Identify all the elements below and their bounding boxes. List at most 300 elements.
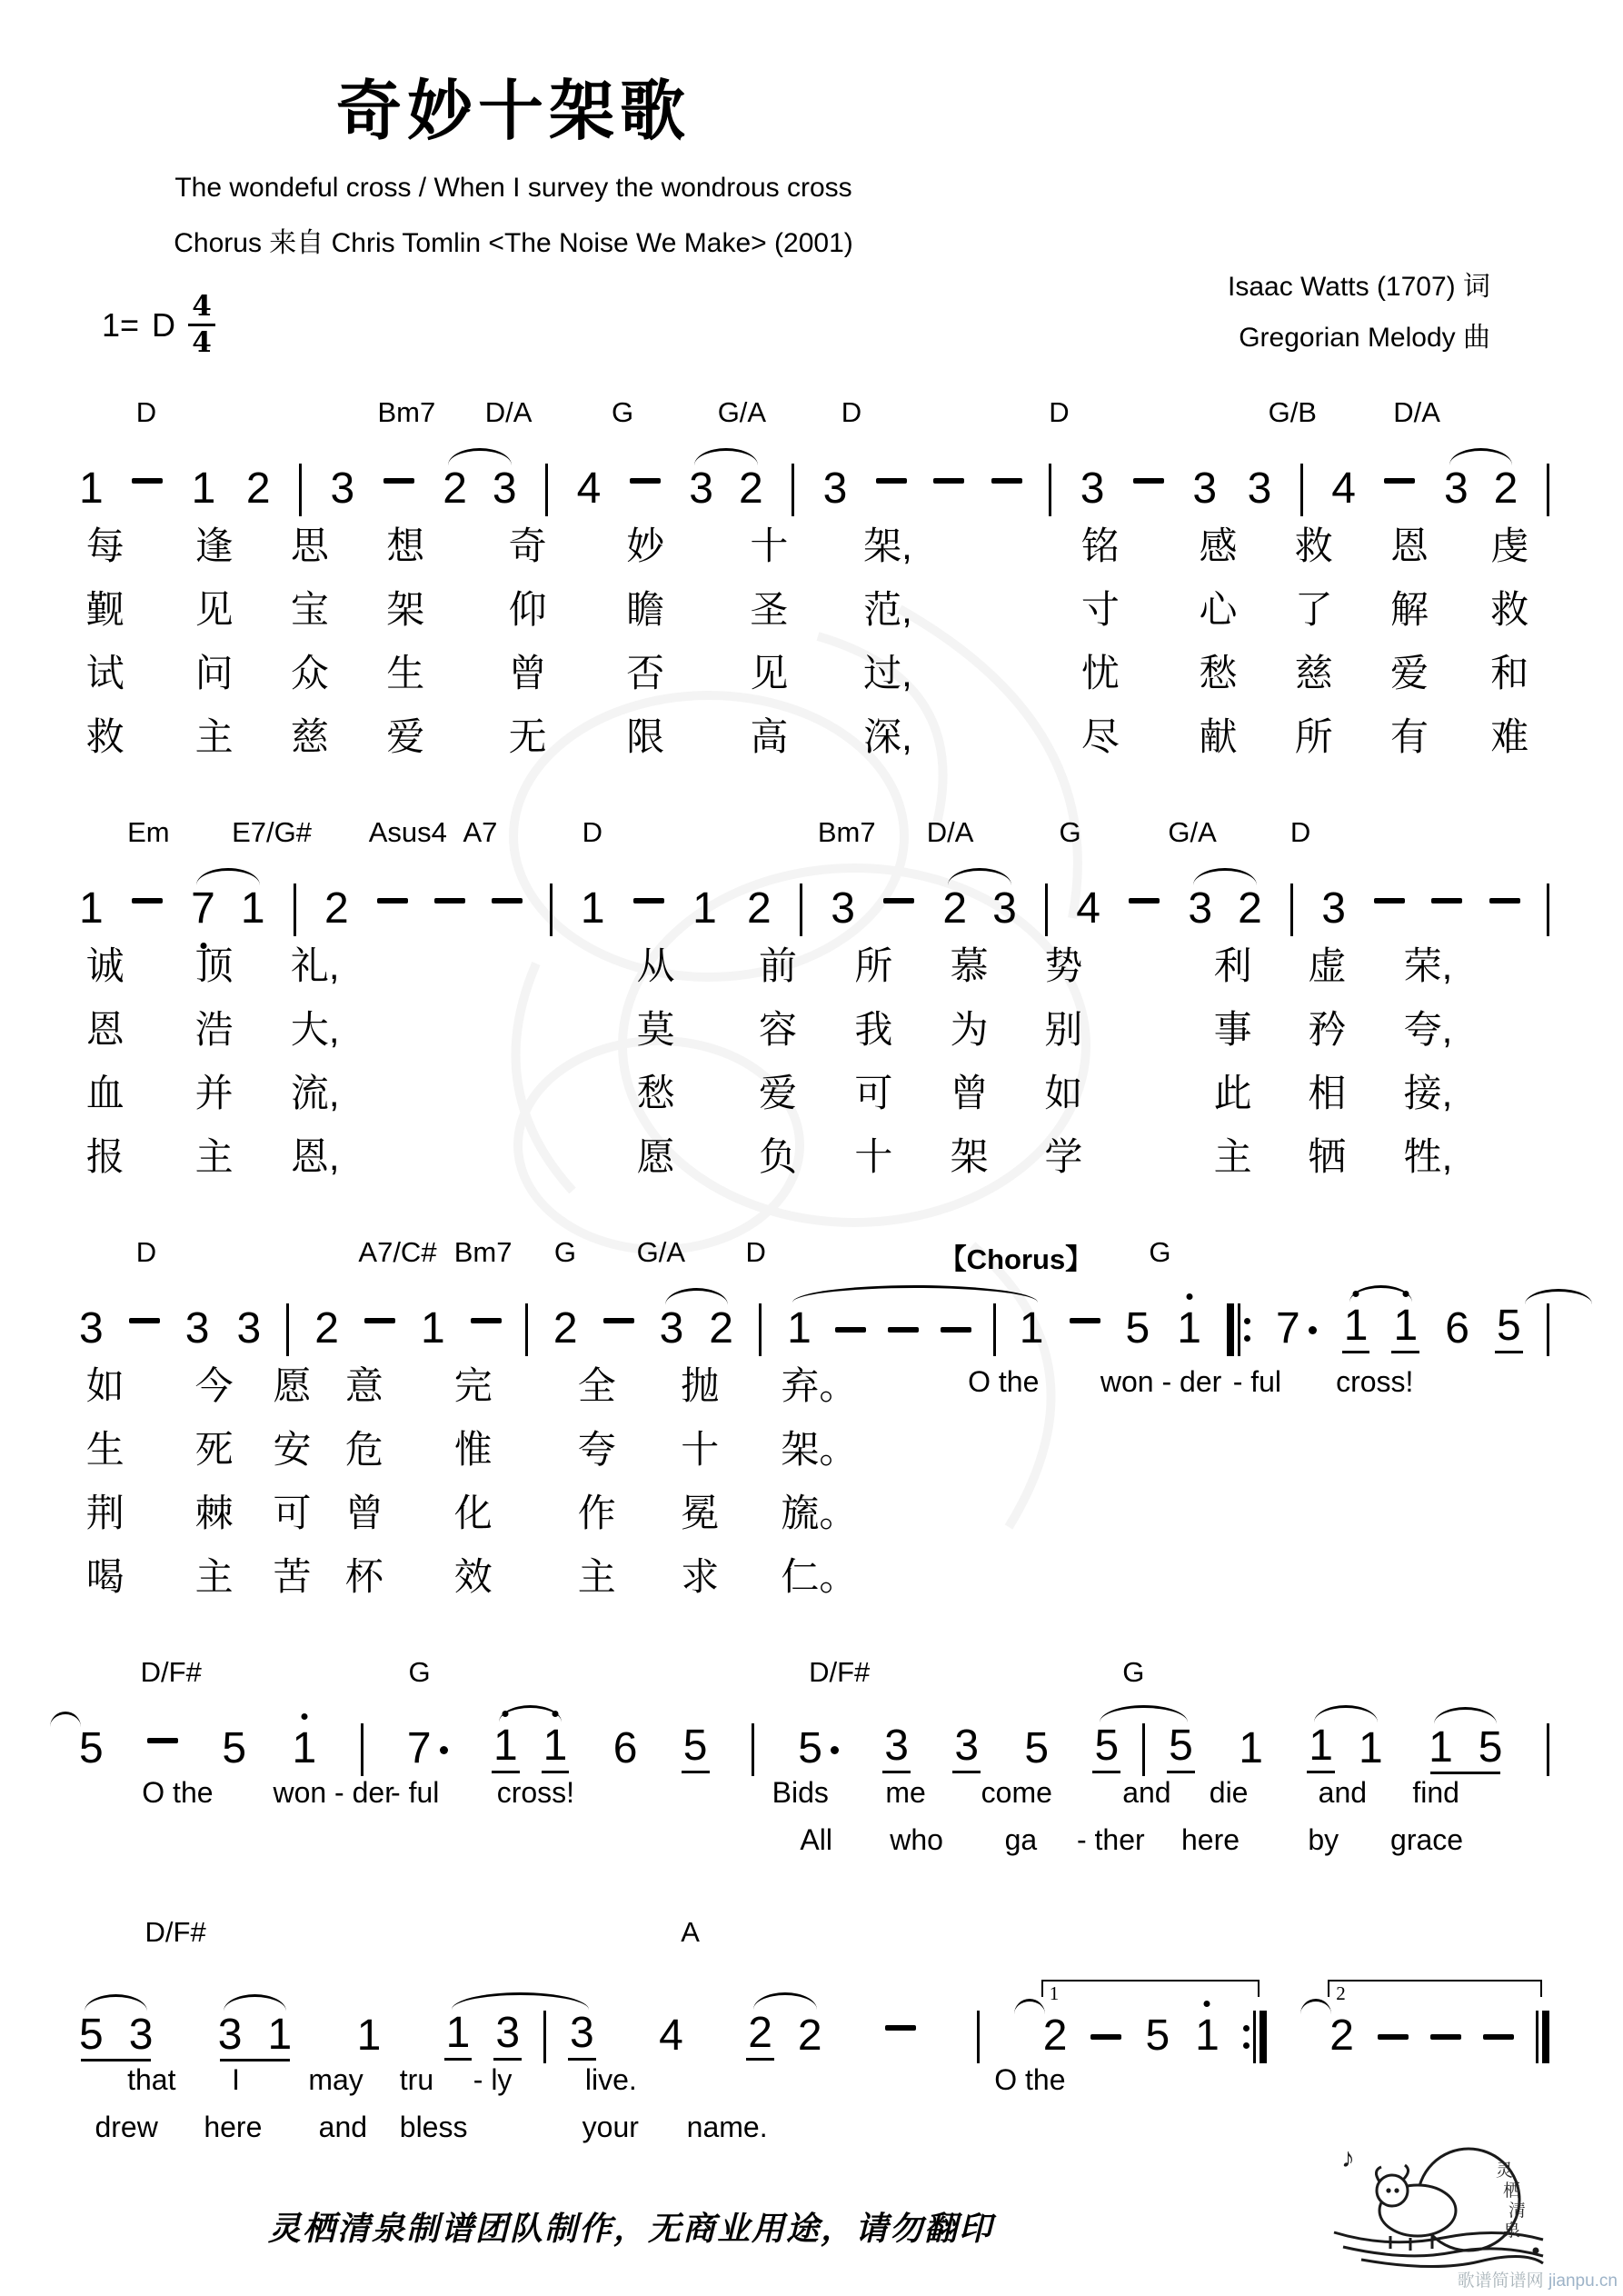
lyric-syllable: 见 xyxy=(194,588,234,631)
lyric-syllable: and xyxy=(318,2111,368,2143)
chord-row xyxy=(77,396,1549,436)
lyric-row xyxy=(77,1063,1549,1127)
note: 1 xyxy=(421,1303,445,1353)
note: 2 xyxy=(553,1303,578,1353)
chord: D/A xyxy=(926,816,974,848)
dash-note xyxy=(434,898,465,903)
lyric-syllable: 尽 xyxy=(1080,715,1120,758)
dash-note xyxy=(1483,2034,1514,2040)
slur-group xyxy=(77,2012,154,2063)
note: 1 xyxy=(1342,1303,1370,1353)
note: 1 xyxy=(240,883,265,933)
note: 1 xyxy=(1391,1303,1419,1353)
note: 4 xyxy=(1331,464,1356,513)
barline xyxy=(525,1303,528,1356)
lyric-syllable: 死 xyxy=(194,1428,234,1471)
chorus-label: 【Chorus】 xyxy=(938,1243,1094,1275)
chord: A7 xyxy=(463,816,498,848)
lyric-syllable: 生 xyxy=(85,1428,124,1471)
lyric-syllable: 每 xyxy=(85,524,124,567)
note: 5 xyxy=(1125,1303,1150,1353)
note: 3 xyxy=(128,2010,154,2059)
lyric-row xyxy=(77,707,1549,771)
slur-group xyxy=(658,1303,735,1356)
lyric-syllable: 夸, xyxy=(1403,1008,1453,1051)
chord: G xyxy=(612,396,634,428)
chord: Bm7 xyxy=(377,396,436,428)
chord: A7/C# xyxy=(358,1236,437,1268)
chord: D xyxy=(582,816,603,848)
lyric-syllable: 难 xyxy=(1490,715,1529,758)
note: 1 xyxy=(1307,1723,1335,1773)
lyric-syllable: grace xyxy=(1390,1823,1464,1856)
lyric-syllable: 今 xyxy=(194,1364,234,1407)
note: 1 xyxy=(267,2010,293,2059)
key-prefix: 1= xyxy=(102,305,140,344)
music-line xyxy=(77,396,1549,771)
dash-note xyxy=(492,898,523,903)
lyric-syllable: 忧 xyxy=(1080,652,1120,694)
lyric-syllable: 了 xyxy=(1294,588,1333,631)
lyric-syllable: come xyxy=(981,1776,1052,1809)
lyric-syllable: 主 xyxy=(577,1555,616,1598)
lyric-syllable: O the xyxy=(142,1776,214,1809)
dash-note xyxy=(129,1318,160,1323)
dash-note xyxy=(633,898,664,903)
lyric-syllable: 铭 xyxy=(1080,524,1120,567)
lyric-syllable: 十 xyxy=(854,1135,893,1178)
lyric-syllable: 利 xyxy=(1213,944,1252,987)
barline xyxy=(1290,883,1293,936)
lyric-syllable: 十 xyxy=(750,524,789,567)
barline xyxy=(993,1303,996,1356)
octave-dot-high xyxy=(1402,1291,1409,1297)
barline xyxy=(1049,464,1051,516)
note: 3 xyxy=(689,464,713,513)
dash-note xyxy=(1374,898,1405,903)
logo-vertical-text xyxy=(1496,2161,1526,2241)
chord: Bm7 xyxy=(817,816,876,848)
chorus-source: Chorus 来自 Chris Tomlin <The Noise We Make> (2001) xyxy=(174,228,853,258)
credits xyxy=(1228,262,1490,364)
note: 3 xyxy=(236,1303,262,1353)
octave-dot-high xyxy=(1186,1293,1192,1300)
slur-group xyxy=(785,1303,1045,1356)
note: 3 xyxy=(330,464,355,513)
note: 2 xyxy=(747,883,772,933)
lyric-syllable: 高 xyxy=(750,715,789,758)
chord: D xyxy=(135,1236,157,1268)
note: 7 xyxy=(405,1726,450,1776)
page-title: 奇妙十架歌 xyxy=(335,75,691,148)
lyric-syllable: 救 xyxy=(85,715,124,758)
site-watermark xyxy=(1458,2267,1618,2291)
dash-note xyxy=(147,1738,178,1743)
volta-number: 2 xyxy=(1336,1982,1346,2004)
barline xyxy=(1547,464,1549,516)
dash-note xyxy=(933,478,964,484)
lyric-syllable: 杯 xyxy=(344,1555,383,1598)
barline xyxy=(286,1303,289,1356)
lyric-syllable: 慈 xyxy=(290,715,329,758)
lyric-syllable: 求 xyxy=(681,1555,720,1598)
lyric-syllable: 深, xyxy=(863,715,912,758)
lyric-syllable: your xyxy=(582,2111,639,2143)
lyric-syllable: 主 xyxy=(194,1135,234,1178)
note: 1 xyxy=(191,464,216,513)
lyric-syllable: 慕 xyxy=(950,944,989,987)
music-line xyxy=(77,816,1549,1191)
lyric-syllable: 矜 xyxy=(1308,1008,1347,1051)
lyric-syllable: 学 xyxy=(1044,1135,1083,1178)
lyric-syllable: find xyxy=(1412,1776,1459,1809)
chord: G/A xyxy=(717,396,767,428)
note: 3 xyxy=(217,2010,243,2059)
lyric-syllable: 仁。 xyxy=(781,1555,858,1598)
chord: D xyxy=(1049,396,1070,428)
note: 5 xyxy=(77,1726,105,1776)
svg-text:栖: 栖 xyxy=(1503,2181,1521,2201)
note: 2 xyxy=(443,464,467,513)
lyric-syllable: tru xyxy=(399,2063,434,2096)
music-line xyxy=(77,1656,1549,1871)
time-signature xyxy=(188,290,215,359)
note: 5 xyxy=(1092,1723,1120,1773)
lyric-syllable: me xyxy=(885,1776,926,1809)
tie-arc xyxy=(50,1712,81,1727)
note: 3 xyxy=(831,883,855,933)
lyric-syllable: 解 xyxy=(1390,588,1429,631)
lyric-syllable: ga xyxy=(1004,1823,1038,1856)
lyric-syllable: - ly xyxy=(473,2063,513,2096)
barline xyxy=(1547,1723,1549,1776)
lyric-syllable: 主 xyxy=(1213,1135,1252,1178)
note: 1 xyxy=(1193,2013,1221,2063)
dash-note xyxy=(630,478,661,484)
lyric-syllable: 和 xyxy=(1490,652,1529,694)
lyric-syllable: 棘 xyxy=(194,1492,234,1534)
chord: D xyxy=(1289,816,1311,848)
lyric-syllable: 所 xyxy=(854,944,893,987)
barline xyxy=(1142,1723,1145,1776)
slur-group xyxy=(746,2008,823,2063)
logo-music-note: ♪ xyxy=(1341,2143,1355,2173)
key-signature xyxy=(102,290,215,359)
note: 6 xyxy=(1445,1303,1469,1353)
dash-note xyxy=(603,1318,634,1323)
barline xyxy=(977,2011,980,2063)
lyric-syllable: 全 xyxy=(577,1364,616,1407)
note: 5 xyxy=(1495,1303,1523,1353)
note: 1 xyxy=(1429,1722,1453,1772)
slur-group xyxy=(1092,1723,1194,1776)
note: 6 xyxy=(612,1723,638,1772)
slur-group xyxy=(189,883,266,936)
chord: Bm7 xyxy=(453,1236,513,1268)
lyric-syllable: 曾 xyxy=(344,1492,383,1534)
lyric-syllable: 恩 xyxy=(1390,524,1429,567)
music-line xyxy=(77,1916,1549,2158)
lyric-row xyxy=(77,1356,1549,1420)
lyric-syllable: 并 xyxy=(194,1072,234,1114)
slur-group xyxy=(687,466,764,516)
lyric-syllable: 寸 xyxy=(1080,588,1120,631)
lyric-syllable: 荣, xyxy=(1403,944,1453,987)
dash-note xyxy=(1431,898,1462,903)
note: 1 xyxy=(542,1723,570,1773)
site-watermark-url: jianpu.cn xyxy=(1548,2271,1618,2291)
lyric-syllable: 大, xyxy=(290,1008,340,1051)
note: 5 xyxy=(79,2010,104,2059)
volta-number: 1 xyxy=(1049,1982,1060,2004)
lyric-syllable: 为 xyxy=(950,1008,989,1051)
slur-group xyxy=(216,2012,294,2063)
lyric-row xyxy=(77,1823,1549,1871)
note: 3 xyxy=(952,1723,981,1773)
note: 1 xyxy=(79,883,104,933)
lyric-row xyxy=(77,644,1549,707)
lyric-syllable: that xyxy=(127,2063,176,2096)
dash-note xyxy=(888,1327,919,1333)
dash-note xyxy=(377,898,408,903)
lyric-syllable: bless xyxy=(399,2111,468,2143)
lyric-syllable: may xyxy=(308,2063,363,2096)
lyric-syllable: 化 xyxy=(453,1492,493,1534)
slur-group xyxy=(941,883,1018,936)
chord: G/B xyxy=(1268,396,1317,428)
ending-1 xyxy=(1041,1972,1267,2063)
lyric-syllable: 架。 xyxy=(781,1428,858,1471)
lyric-syllable: 过, xyxy=(863,652,912,694)
lyric-syllable: here xyxy=(1181,1823,1240,1856)
lyric-syllable: 报 xyxy=(85,1135,124,1178)
barline xyxy=(1227,1303,1250,1356)
lyric-syllable: 可 xyxy=(854,1072,893,1114)
note: 3 xyxy=(493,2011,522,2061)
lyric-syllable: - ther xyxy=(1076,1823,1145,1856)
ending-2 xyxy=(1328,1972,1549,2063)
tie-arc xyxy=(1300,1999,1331,2014)
lyric-syllable: 爱 xyxy=(386,715,425,758)
dash-note xyxy=(471,1318,502,1323)
lyric-syllable: 恩, xyxy=(290,1135,340,1178)
slur-group xyxy=(441,466,518,516)
svg-text:清: 清 xyxy=(1508,2201,1527,2221)
lyric-syllable: 前 xyxy=(759,944,798,987)
lyric-syllable: 限 xyxy=(626,715,665,758)
subtitle: The wondeful cross / When I survey the wondrous cross xyxy=(174,173,852,203)
lyric-syllable: 试 xyxy=(85,652,124,694)
lyric-syllable: 架 xyxy=(950,1135,989,1178)
lyric-syllable: 爱 xyxy=(1390,652,1429,694)
lyric-syllable: 牲, xyxy=(1403,1135,1453,1178)
barline xyxy=(543,2011,546,2063)
note: 2 xyxy=(324,883,349,933)
dash-note xyxy=(1129,898,1160,903)
note: 2 xyxy=(1041,2013,1070,2063)
note: 1 xyxy=(580,883,605,933)
chord: A xyxy=(681,1916,700,1948)
augmentation-dot xyxy=(440,1746,448,1754)
note: 1 xyxy=(356,2011,382,2060)
slur-group xyxy=(1342,1303,1419,1356)
lyric-syllable: 我 xyxy=(854,1008,893,1051)
lyric-syllable: 感 xyxy=(1199,524,1238,567)
chord: D/A xyxy=(1393,396,1440,428)
note-row xyxy=(77,1705,1549,1776)
lyric-syllable: 逢 xyxy=(194,524,234,567)
lyric-row xyxy=(77,1776,1549,1823)
lyric-syllable: 危 xyxy=(344,1428,383,1471)
lyric-syllable: 恩 xyxy=(85,1008,124,1051)
chord: D xyxy=(745,1236,766,1268)
lyric-row xyxy=(77,936,1549,1000)
note: 2 xyxy=(942,883,968,933)
note: 1 xyxy=(290,1726,318,1776)
lyric-syllable: 可 xyxy=(273,1492,312,1534)
chord-row xyxy=(77,1656,1549,1696)
dash-note xyxy=(132,898,163,903)
note: 5 xyxy=(682,1723,710,1773)
lyric-syllable: 众 xyxy=(290,652,329,694)
lyric-syllable: 礼, xyxy=(290,944,340,987)
music-line xyxy=(77,1236,1549,1611)
lyric-syllable: and xyxy=(1122,1776,1171,1809)
barline xyxy=(1300,464,1303,516)
lyric-syllable: die xyxy=(1209,1776,1249,1809)
note: 1 xyxy=(79,464,104,513)
lyric-row xyxy=(77,580,1549,644)
lyric-syllable: 流, xyxy=(290,1072,340,1114)
note: 5 xyxy=(1167,1723,1195,1773)
lyric-row xyxy=(77,1127,1549,1191)
lyric-syllable: 所 xyxy=(1294,715,1333,758)
lyric-syllable: 浩 xyxy=(194,1008,234,1051)
chord-row xyxy=(77,816,1549,856)
note: 2 xyxy=(314,1303,339,1353)
slur-group xyxy=(444,2008,596,2063)
note: 4 xyxy=(659,2011,683,2060)
dash-note xyxy=(885,2025,916,2031)
chord: D xyxy=(841,396,862,428)
dash-note xyxy=(835,1327,866,1333)
lyric-syllable: 范, xyxy=(863,588,912,631)
chord: G xyxy=(1059,816,1081,848)
lyric-row xyxy=(77,1420,1549,1483)
note: 5 xyxy=(1024,1723,1050,1772)
lyric-syllable: 想 xyxy=(386,524,425,567)
dash-note xyxy=(132,478,163,484)
credit-lyricist: Isaac Watts (1707) 词 xyxy=(1228,272,1490,302)
barline xyxy=(550,883,553,936)
note: 2 xyxy=(1328,2013,1356,2063)
note: 3 xyxy=(184,1303,210,1353)
lyric-row xyxy=(77,1547,1549,1611)
tie-arc xyxy=(1014,1999,1045,2014)
lyric-syllable: I xyxy=(232,2063,240,2096)
note: 1 xyxy=(692,883,717,933)
chord: D/F# xyxy=(140,1656,202,1688)
octave-dot-high xyxy=(1204,2001,1210,2007)
lyric-syllable: 无 xyxy=(508,715,547,758)
dash-note xyxy=(1384,478,1415,484)
time-top: 4 xyxy=(192,290,212,323)
note: 1 xyxy=(492,1723,520,1773)
chord: Em xyxy=(127,816,170,848)
chord: G/A xyxy=(1168,816,1217,848)
lyric-syllable: 有 xyxy=(1390,715,1429,758)
lyric-syllable: 问 xyxy=(194,652,234,694)
lyric-syllable: 愁 xyxy=(1199,652,1238,694)
lyric-syllable: 仰 xyxy=(508,588,547,631)
lyric-syllable: 否 xyxy=(626,652,665,694)
lyric-syllable: 献 xyxy=(1199,715,1238,758)
note: 1 xyxy=(787,1303,812,1353)
barline xyxy=(752,1723,754,1776)
key-letter: D xyxy=(152,305,176,344)
note: 2 xyxy=(797,2011,822,2060)
lyric-syllable: drew xyxy=(95,2111,158,2143)
chord: G/A xyxy=(636,1236,685,1268)
note: 3 xyxy=(1192,464,1218,513)
lyric-syllable: 完 xyxy=(453,1364,493,1407)
note: 3 xyxy=(492,464,517,513)
lyric-syllable: 虚 xyxy=(1308,944,1347,987)
note: 1 xyxy=(1359,1723,1383,1772)
lyric-syllable: 愁 xyxy=(636,1072,675,1114)
lyric-syllable: 负 xyxy=(759,1135,798,1178)
lyric-syllable: by xyxy=(1308,1823,1339,1856)
lyric-syllable: 愿 xyxy=(273,1364,312,1407)
note-row xyxy=(77,445,1549,516)
note: 5 xyxy=(222,1723,247,1772)
lyric-syllable: 莫 xyxy=(636,1008,675,1051)
note: 3 xyxy=(1188,883,1213,933)
note: 3 xyxy=(1321,883,1346,933)
slur-group xyxy=(492,1723,569,1776)
lyric-syllable: All xyxy=(800,1823,832,1856)
lyric-syllable: 接, xyxy=(1403,1072,1453,1114)
lyric-syllable: 虔 xyxy=(1490,524,1529,567)
dash-note xyxy=(1070,1318,1100,1323)
slur-group xyxy=(1307,1723,1384,1776)
chord: Asus4 xyxy=(368,816,447,848)
lyric-syllable: 夸 xyxy=(577,1428,616,1471)
octave-dot-high xyxy=(553,1711,559,1717)
dash-note xyxy=(1133,478,1164,484)
barline xyxy=(1243,2011,1267,2063)
barline xyxy=(1547,1303,1549,1356)
dash-note xyxy=(1489,898,1520,903)
lyric-syllable: 愿 xyxy=(636,1135,675,1178)
lyric-syllable: 救 xyxy=(1490,588,1529,631)
lyric-syllable: cross! xyxy=(1336,1365,1414,1398)
lyric-syllable: 牺 xyxy=(1308,1135,1347,1178)
lyric-syllable: live. xyxy=(584,2063,637,2096)
lyric-syllable: 见 xyxy=(750,652,789,694)
barline xyxy=(545,464,548,516)
chord: G xyxy=(553,1236,576,1268)
note: 5 xyxy=(1478,1722,1503,1772)
chord: D/F# xyxy=(809,1656,871,1688)
barline xyxy=(299,464,302,516)
lyric-syllable: 惟 xyxy=(453,1428,493,1471)
dash-note xyxy=(991,478,1022,484)
lyric-syllable: 如 xyxy=(85,1364,124,1407)
note: 3 xyxy=(822,464,848,513)
lyric-syllable: 瞻 xyxy=(626,588,665,631)
svg-text:灵: 灵 xyxy=(1496,2161,1514,2181)
